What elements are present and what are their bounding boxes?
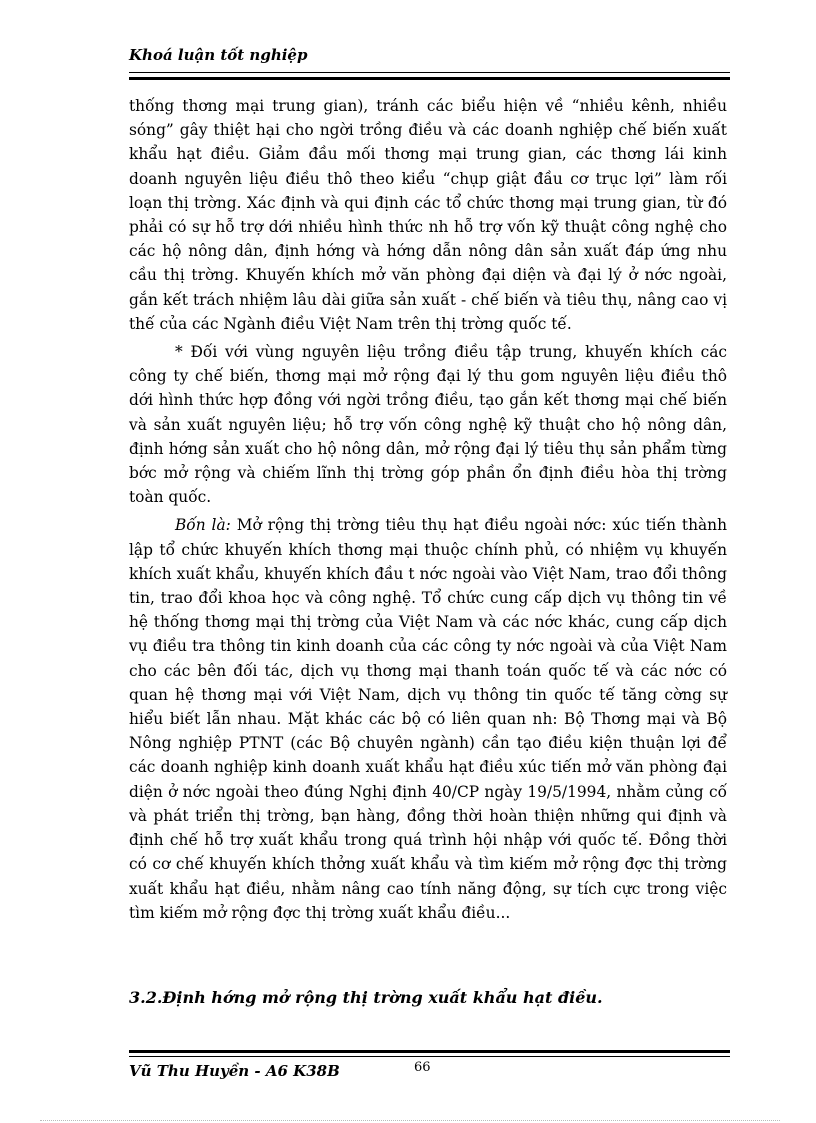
footer-rule-thick [129,1050,730,1053]
header-rule-thick [129,77,730,80]
paragraph-1: thống thơng mại trung gian), tránh các biểu hiện về “nhiều kênh, nhiều sóng” gây thiệt hại cho ngời trồng điều và các doanh nghiệp chế biến xuất khẩu hạt điều. Giảm đầu mối thơng mại trung gian, các thơng lái kinh doanh nguyên liệu điều thô theo kiểu “chụp giật đầu cơ trục lợi” làm rối loạn thị trờng. Xác định và qui định các tổ chức thơng mại trung gian, từ đó phải có sự hỗ trợ dới nhiều hình thức nh hỗ trợ vốn kỹ thuật công nghệ cho các hộ nông dân, định hớng và hớng dẫn nông dân sản xuất đáp ứng nhu cầu thị trờng. Khuyến khích mở văn phòng đại diện và đại lý ở nớc ngoài, gắn kết trách nhiệm lâu dài giữa sản xuất - chế biến và tiêu thụ, nâng cao vị thế của các Ngành điều Việt Nam trên thị trờng quốc tế. [129,97,727,333]
footer-rule-thin [129,1056,730,1057]
footer-author: Vũ Thu Huyền - A6 K38B [129,1062,340,1080]
page-edge-dotted-line [40,1120,780,1121]
page-header-title: Khoá luận tốt nghiệp [129,46,308,64]
paragraph-3 [129,513,727,924]
header-rule-thin [129,72,730,73]
paragraph-3-text: Mở rộng thị trờng tiêu thụ hạt điều ngoài nớc: xúc tiến thành lập tổ chức khuyến khích thơng mại thuộc chính phủ, có nhiệm vụ khuyến khích xuất khẩu, khuyến khích đầu t nớc ngoài vào Việt Nam, trao đổi thông tin, trao đổi khoa học và công nghệ. Tổ chức cung cấp dịch vụ thông tin về hệ thống thơng mại thị trờng của Việt Nam và các nớc khác, cung cấp dịch vụ điều tra thông tin kinh doanh của các công ty nớc ngoài và của Việt Nam cho các bên đối tác, dịch vụ thơng mại thanh toán quốc tế và các nớc có quan hệ thơng mại với Việt Nam, dịch vụ thông tin quốc tế tăng cờng sự hiểu biết lẫn nhau. Mặt khác các bộ có liên quan nh: Bộ Thơng mại và Bộ Nông nghiệp PTNT (các Bộ chuyên ngành) cần tạo điều kiện thuận lợi để các doanh nghiệp kinh doanh xuất khẩu hạt điều xúc tiến mở văn phòng đại diện ở nớc ngoài theo đúng Nghị định 40/CP ngày 19/5/1994, nhằm củng cố và phát triển thị trờng, bạn hàng, đồng thời hoàn thiện những qui định và định chế hỗ trợ xuất khẩu trong quá trình hội nhập với quốc tế. Đồng thời có cơ chế khuyến khích thởng xuất khẩu và tìm kiếm mở rộng đợc thị trờng xuất khẩu hạt điều, nhằm nâng cao tính năng động, sự tích cực trong việc tìm kiếm mở rộng đợc thị trờng xuất khẩu điều... [129,516,727,922]
lead-label: Bốn là: [175,516,231,535]
paragraph-2: * Đối với vùng nguyên liệu trồng điều tập trung, khuyến khích các công ty chế biến, thơng mại mở rộng đại lý thu gom nguyên liệu điều thô dới hình thức hợp đồng với ngời trồng điều, tạo gắn kết thơng mại chế biến và sản xuất nguyên liệu; hỗ trợ vốn công nghệ kỹ thuật cho hộ nông dân, định hớng sản xuất cho hộ nông dân, mở rộng đại lý tiêu thụ sản phẩm từng bớc mở rộng và chiếm lĩnh thị trờng góp phần ổn định điều hòa thị trờng toàn quốc. [129,343,727,507]
section-heading: 3.2.Định hớng mở rộng thị trờng xuất khẩu hạt điều. [129,988,603,1007]
page-number: 66 [414,1060,431,1075]
document-body [129,94,727,925]
